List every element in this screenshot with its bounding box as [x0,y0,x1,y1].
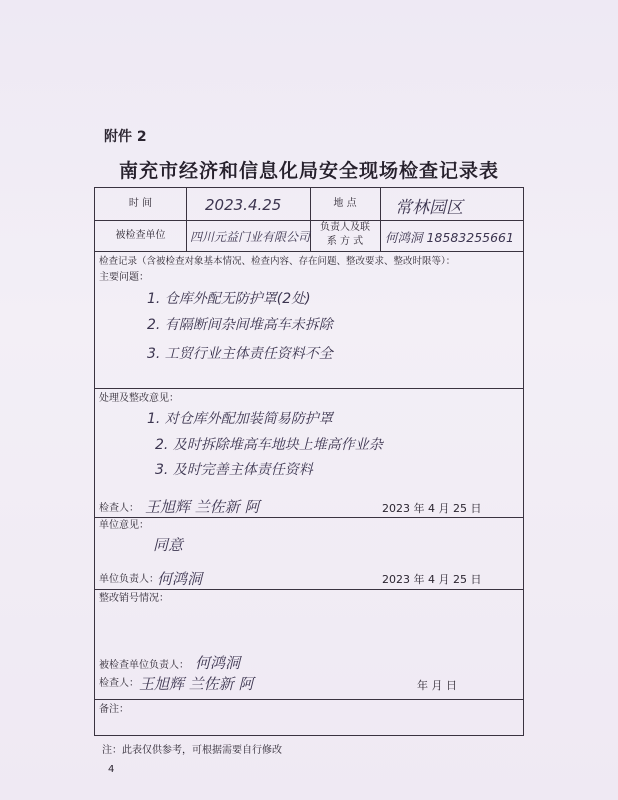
unit-label: 被检查单位 [115,230,166,241]
rectify-heading: 处理及整改意见： [99,393,179,404]
place-label: 地 点 [333,198,357,209]
row-divider [95,699,523,700]
inspection-table [94,187,524,736]
row-divider [95,589,523,590]
unit-responsible-name: 何鸿洞 [157,570,203,588]
close-out-unit-responsible-label: 被检查单位负责人： [99,660,189,671]
col-divider [186,188,187,251]
footer-note: 注：此表仅供参考，可根据需要自行修改 [102,745,282,756]
form-title: 南充市经济和信息化局安全现场检查记录表 [118,160,499,182]
time-value: 2023.4.25 [205,196,282,214]
row-divider [95,517,523,518]
place-value: 常林园区 [395,198,463,218]
close-out-inspector-signatures: 王旭辉 兰佐新 阿 [139,675,254,693]
contact-value: 何鸿洞 18583255661 [385,230,514,245]
row-divider [95,388,523,389]
unit-responsible-label: 单位负责人： [99,574,159,585]
col-divider [380,188,381,251]
close-out-date: 年 月 日 [417,679,457,692]
contact-label-line1: 负责人及联 [320,222,370,233]
page-number: 4 [108,764,115,775]
close-out-inspector-label: 检查人： [99,678,139,689]
problem-item: 1. 仓库外配无防护罩(2处) [147,291,311,307]
problem-item: 2. 有隔断间杂间堆高车未拆除 [147,317,333,333]
unit-opinion-label: 单位意见： [99,520,149,531]
inspector-signatures: 王旭辉 兰佐新 阿 [145,498,260,516]
problems-label: 主要问题： [99,272,149,283]
rectify-item: 1. 对仓库外配加装简易防护罩 [147,411,333,427]
unit-opinion-value: 同意 [153,536,184,554]
problem-item: 3. 工贸行业主体责任资料不全 [147,346,333,362]
rectify-item: 3. 及时完善主体责任资料 [155,462,313,478]
row-divider [95,251,523,252]
record-heading: 检查记录（含被检查对象基本情况、检查内容、存在问题、整改要求、整改时限等）： [99,256,456,267]
contact-label-line2: 系 方 式 [326,236,364,247]
time-label: 时 间 [128,198,153,209]
unit-opinion-date: 2023 年 4 月 25 日 [382,573,482,586]
close-out-unit-responsible-name: 何鸿洞 [195,654,241,672]
remarks-label: 备注： [99,704,129,715]
rectify-item: 2. 及时拆除堆高车地块上堆高作业杂 [155,437,383,453]
inspection-date: 2023 年 4 月 25 日 [382,502,482,515]
row-divider [95,220,523,221]
inspector-label: 检查人： [99,503,139,514]
unit-value: 四川元益门业有限公司 [190,230,311,244]
close-out-label: 整改销号情况： [99,593,169,604]
attachment-label: 附件 2 [104,129,147,145]
